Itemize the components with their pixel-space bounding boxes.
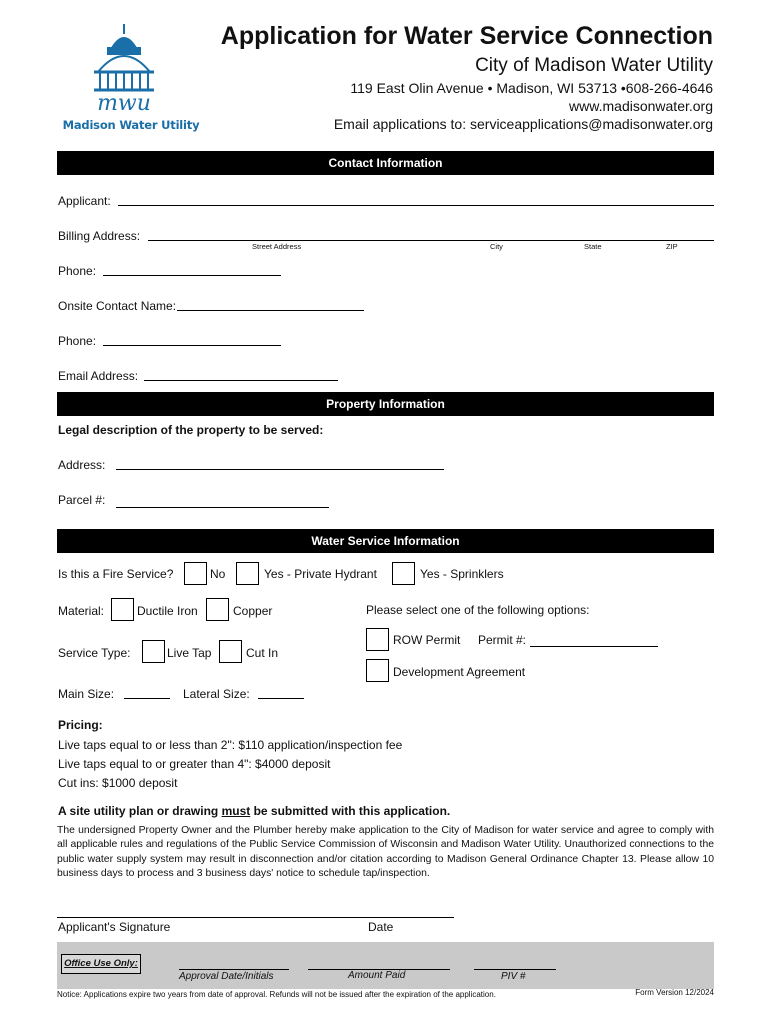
fire-sprinklers-label: Yes - Sprinklers	[420, 567, 504, 581]
legal-description-label: Legal description of the property to be served:	[58, 423, 324, 437]
billing-address-field[interactable]	[148, 240, 714, 241]
property-information-heading: Property Information	[57, 392, 714, 416]
pricing-heading: Pricing:	[58, 718, 103, 732]
expiration-notice: Notice: Applications expire two years from date of approval. Refunds will not be issued after the expiration of the application.	[57, 990, 496, 999]
agreement-paragraph: The undersigned Property Owner and the Plumber hereby make application to the City of Madison for water service and agree to comply with all applicable rules and regulations of the Public Service Commission of Wisconsin and Madison Water Utility. Unauthorized connections to the public water supply system may result in disconnection and/or citation according to Madison General Ordinance Chapter 13. Please allow 10 business days to process and 3 business days' notice to schedule tap/inspection.	[57, 825, 714, 880]
lateral-size-field[interactable]	[258, 698, 304, 699]
signature-label: Applicant's Signature	[58, 920, 171, 934]
permit-number-field[interactable]	[530, 646, 658, 647]
piv-line	[474, 969, 556, 970]
service-type-label: Service Type:	[58, 646, 131, 660]
approval-label: Approval Date/Initials	[179, 971, 274, 982]
live-tap-checkbox[interactable]	[142, 640, 165, 663]
state-caption: State	[584, 242, 602, 251]
piv-label: PIV #	[501, 971, 526, 982]
select-options-label: Please select one of the following options:	[366, 603, 590, 617]
city-caption: City	[490, 242, 503, 251]
utility-address: 119 East Olin Avenue • Madison, WI 53713 •608-266-4646	[350, 80, 713, 96]
street-address-caption: Street Address	[252, 242, 302, 251]
email-label: Email Address:	[58, 369, 139, 383]
site-plan-notice: A site utility plan or drawing must be submitted with this application.	[58, 804, 451, 818]
pricing-line-2: Live taps equal to or greater than 4": $4000 deposit	[58, 757, 331, 771]
logo-mark: mwu	[97, 91, 151, 116]
material-label: Material:	[58, 604, 105, 618]
logo-text: Madison Water Utility	[62, 118, 200, 132]
onsite-phone-label: Phone:	[58, 334, 97, 348]
email-field[interactable]	[144, 380, 338, 381]
main-size-label: Main Size:	[58, 687, 115, 701]
water-service-heading: Water Service Information	[57, 529, 714, 553]
applicant-field[interactable]	[118, 205, 714, 206]
copper-checkbox[interactable]	[206, 598, 229, 621]
capitol-dome-icon	[72, 22, 192, 118]
madison-water-utility-logo	[62, 22, 200, 142]
contact-information-heading: Contact Information	[57, 151, 714, 175]
onsite-contact-label: Onsite Contact Name:	[58, 299, 177, 313]
office-use-panel	[57, 942, 714, 989]
property-address-label: Address:	[58, 458, 106, 472]
form-version: Form Version 12/2024	[635, 988, 714, 997]
phone-field[interactable]	[103, 275, 281, 276]
parcel-field[interactable]	[116, 507, 329, 508]
permit-number-label: Permit #:	[478, 633, 527, 647]
fire-hydrant-label: Yes - Private Hydrant	[264, 567, 377, 581]
zip-caption: ZIP	[666, 242, 678, 251]
development-agreement-checkbox[interactable]	[366, 659, 389, 682]
date-label: Date	[368, 920, 394, 934]
amount-paid-label: Amount Paid	[348, 970, 406, 981]
fire-service-question: Is this a Fire Service?	[58, 567, 174, 581]
fire-no-checkbox[interactable]	[184, 562, 207, 585]
applicant-label: Applicant:	[58, 194, 111, 208]
cut-in-checkbox[interactable]	[219, 640, 242, 663]
property-address-field[interactable]	[116, 469, 444, 470]
row-permit-label: ROW Permit	[393, 633, 461, 647]
fire-sprinklers-checkbox[interactable]	[392, 562, 415, 585]
signature-line[interactable]	[57, 917, 454, 918]
onsite-contact-field[interactable]	[177, 310, 364, 311]
lateral-size-label: Lateral Size:	[183, 687, 250, 701]
office-use-label: Office Use Only:	[61, 954, 141, 974]
fire-no-label: No	[210, 567, 226, 581]
copper-label: Copper	[233, 604, 273, 618]
form-title: Application for Water Service Connection	[220, 22, 713, 50]
form-subtitle: City of Madison Water Utility	[475, 55, 713, 76]
approval-line	[179, 969, 289, 970]
pricing-line-1: Live taps equal to or less than 2": $110 application/inspection fee	[58, 738, 403, 752]
ductile-iron-label: Ductile Iron	[137, 604, 198, 618]
utility-website[interactable]: www.madisonwater.org	[569, 98, 713, 114]
cut-in-label: Cut In	[246, 646, 279, 660]
pricing-line-3: Cut ins: $1000 deposit	[58, 776, 178, 790]
billing-address-label: Billing Address:	[58, 229, 141, 243]
phone-label: Phone:	[58, 264, 97, 278]
email-instructions: Email applications to: serviceapplications@madisonwater.org	[333, 116, 713, 132]
fire-hydrant-checkbox[interactable]	[236, 562, 259, 585]
main-size-field[interactable]	[124, 698, 170, 699]
row-permit-checkbox[interactable]	[366, 628, 389, 651]
development-agreement-label: Development Agreement	[393, 665, 526, 679]
parcel-label: Parcel #:	[58, 493, 106, 507]
onsite-phone-field[interactable]	[103, 345, 281, 346]
ductile-iron-checkbox[interactable]	[111, 598, 134, 621]
live-tap-label: Live Tap	[167, 646, 212, 660]
